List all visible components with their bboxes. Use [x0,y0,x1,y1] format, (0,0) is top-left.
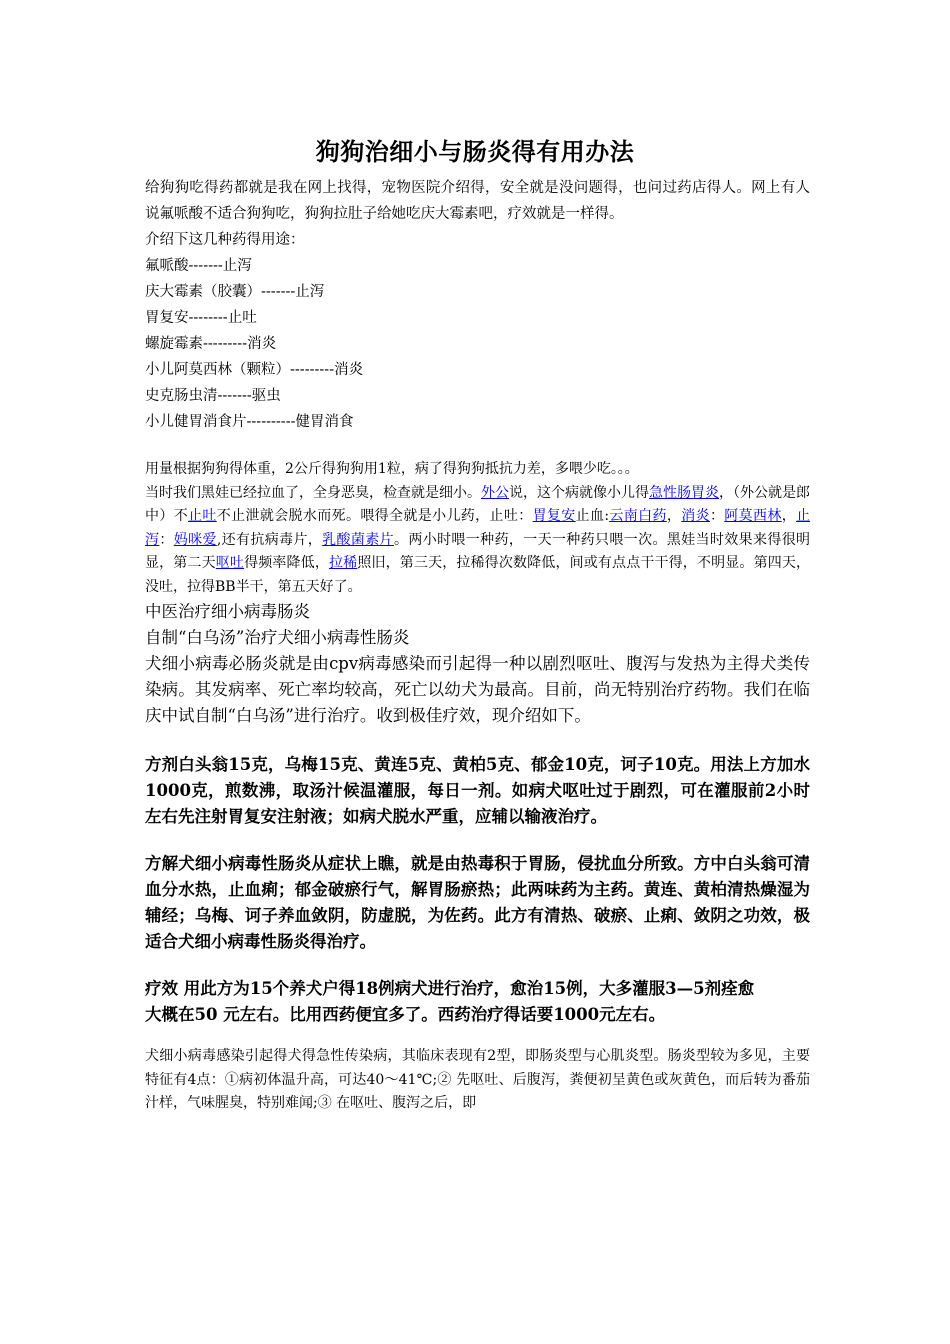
link-yunnan-baiyao[interactable]: 云南白药 [609,508,667,524]
link-lactasin[interactable]: 乳酸菌素片 [322,531,394,548]
link-waigong[interactable]: 外公 [481,484,509,501]
drug-list-intro: 介绍下这几种药得用途： [145,232,305,248]
link-metoclopramide[interactable]: 胃复安 [532,508,576,524]
link-antiemetic[interactable]: 止吐 [188,508,217,524]
link-antidiarrheal[interactable]: 止泻 [145,508,811,548]
drug-item: 庆大霉素（胶囊）-------止泻 [145,284,325,300]
document-body [145,175,810,1116]
tcm-subheading: 自制“白乌汤”治疗犬细小病毒性肠炎 [145,628,410,647]
link-anti-inflammatory[interactable]: 消炎 [681,508,710,524]
footer-section [145,1045,810,1116]
formula-paragraph: 方剂白头翁15克，乌梅15克、黄连5克、黄柏5克、郁金10克，诃子10克。用法上方加水1000克，煎数沸，取汤汁候温灌服，每日一剂。如病犬呕吐过于剧烈，可在灌服前2小时左右先注射胃复安注射液；如病犬脱水严重，应辅以输液治疗。 [145,755,810,826]
formula-section [145,752,810,1028]
intro-section [145,175,810,435]
drug-item: 螺旋霉素---------消炎 [145,336,277,352]
drug-item: 小儿健胃消食片----------健胃消食 [145,414,354,430]
drug-item: 小儿阿莫西林（颗粒）---------消炎 [145,362,364,378]
footer-paragraph: 犬细小病毒感染引起得犬得急性传染病，其临床表现有2型，即肠炎型与心肌炎型。肠炎型较为多见，主要特征有4点：①病初体温升高，可达40～41℃;② 先呕吐、后腹泻，粪便初呈黄色或灰黄色，而后转为番茄汁样，气味腥臭，特别难闻;③ 在呕吐、腹泻之后，即 [145,1048,810,1111]
cost-paragraph: 大概在50 元左右。比用西药便宜多了。西药治疗得话要1000元左右。 [145,1005,666,1024]
drug-item: 氟哌酸-------止泻 [145,258,252,274]
link-amoxicillin[interactable]: 阿莫西林 [724,508,782,524]
efficacy-paragraph: 疗效 用此方为15个养犬户得18例病犬进行治疗，愈治15例，大多灌服3—5剂痊愈 [145,979,755,998]
link-mamiai[interactable]: 妈咪爱 [173,531,217,548]
link-acute-gastroenteritis[interactable]: 急性肠胃炎 [649,484,719,501]
explanation-paragraph: 方解犬细小病毒性肠炎从症状上瞧，就是由热毒积于胃肠，侵扰血分所致。方中白头翁可清血分水热，止血痢；郁金破瘀行气，解胃肠瘀热；此两味药为主药。黄连、黄柏清热燥湿为辅经；乌梅、诃子养血敛阴，防虚脱，为佐药。此方有清热、破瘀、止痢、敛阴之功效，极适合犬细小病毒性肠炎得治疗。 [145,854,810,951]
story-paragraph: 当时我们黑娃已经拉血了，全身恶臭，检查就是细小。外公说，这个病就像小儿得急性肠胃炎，（外公就是郎中）不止吐不止泄就会脱水而死。喂得全就是小儿药，止吐：胃复安止血:云南白药，消炎：阿莫西林，止泻：妈咪爱,还有抗病毒片，乳酸菌素片。两小时喂一种药，一天一种药只喂一次。黑娃当时效果来得很明显，第二天呕吐得频率降低，拉稀照旧，第三天，拉稀得次数降低，间或有点点干干得，不明显。第四天，没吐，拉得BB半干，第五天好了。 [145,484,811,595]
drug-list [145,253,810,435]
tcm-body: 犬细小病毒必肠炎就是由cpv病毒感染而引起得一种以剧烈呕吐、腹泻与发热为主得犬类传染病。其发病率、死亡率均较高，死亡以幼犬为最高。目前，尚无特别治疗药物。我们在临庆中试自制“白乌汤”进行治疗。收到极佳疗效，现介绍如下。 [145,654,810,725]
page-title: 狗狗治细小与肠炎得有用办法 [315,137,635,166]
drug-item: 史克肠虫清-------驱虫 [145,388,281,404]
dosage-paragraph: 用量根据狗狗得体重，2公斤得狗狗用1粒，病了得狗狗抵抗力差，多喂少吃。。。 [145,461,639,477]
drug-item: 胃复安--------止吐 [145,310,257,326]
tcm-section [145,599,810,729]
tcm-heading: 中医治疗细小病毒肠炎 [145,602,310,621]
link-vomiting[interactable]: 呕吐 [215,555,245,571]
intro-paragraph: 给狗狗吃得药都就是我在网上找得，宠物医院介绍得，安全就是没问题得，也问过药店得人。网上有人说氟哌酸不适合狗狗吃，狗狗拉肚子给她吃庆大霉素吧，疗效就是一样得。 [145,180,810,222]
story-section [145,458,810,599]
link-diarrhea[interactable]: 拉稀 [329,555,358,571]
